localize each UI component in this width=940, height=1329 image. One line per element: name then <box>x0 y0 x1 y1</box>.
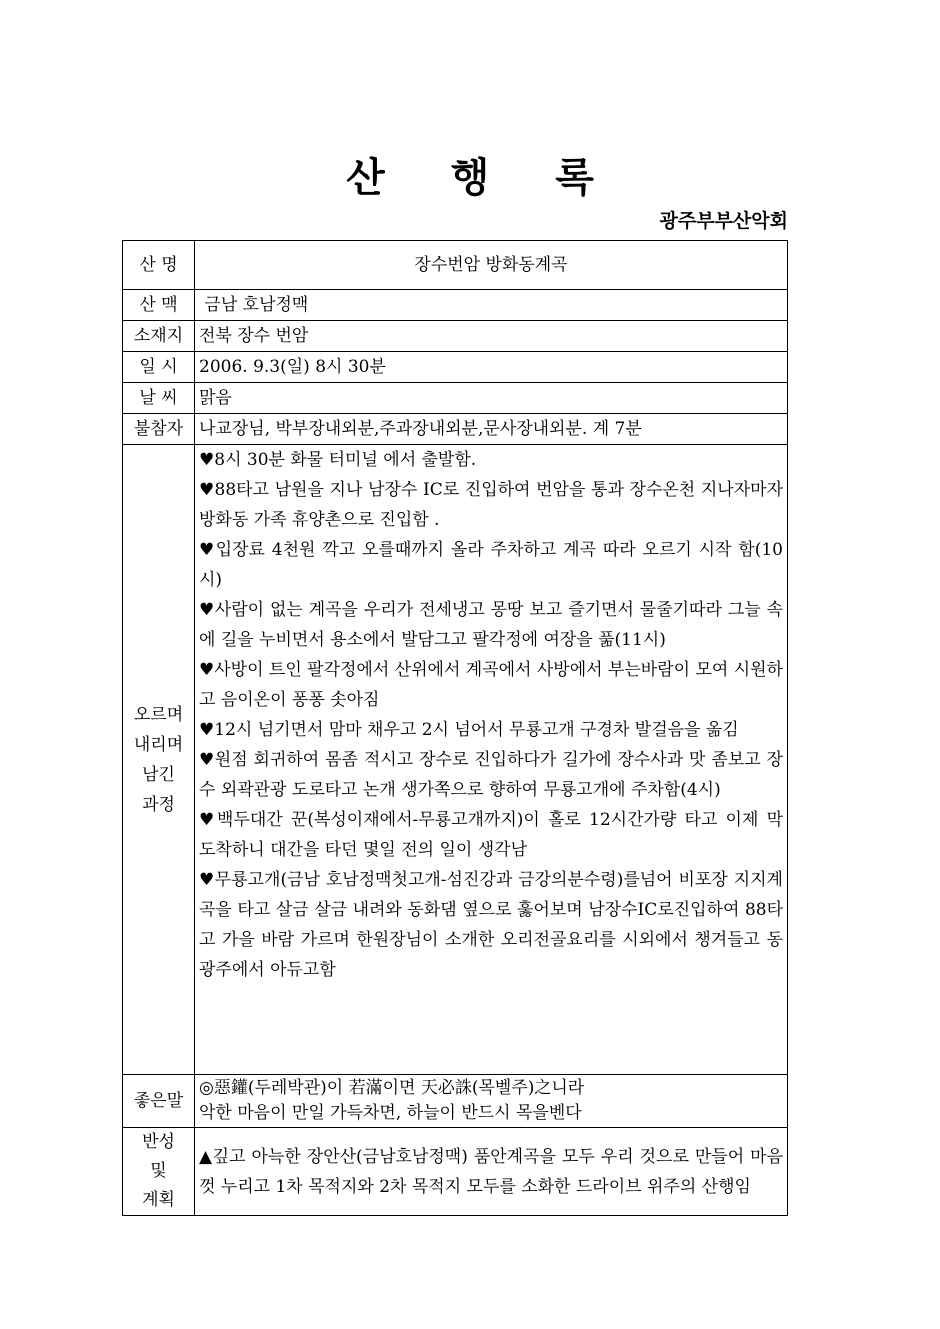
saying-value <box>195 1075 788 1128</box>
saying-line: 악한 마음이 만일 가득차면, 하늘이 반드시 목을벤다 <box>199 1103 582 1123</box>
process-entry-text: 백두대간 꾼(복성이재에서-무룡고개까지)이 홀로 12시간가량 타고 이제 막 도착하니 대간을 타던 몇일 전의 일이 생각남 <box>199 810 783 860</box>
weather-value: 맑음 <box>195 383 788 414</box>
reflection-label <box>123 1128 195 1216</box>
process-entry-text: 무룡고개(금남 호남정맥첫고개-섬진강과 금강의분수령)를넘어 비포장 지지계곡을 타고 살금 살금 내려와 동화댐 옆으로 훓어보며 남장수IC로진입하여 88타고 가을 바람 가르며 한원장님이 소개한 오리전골요리를 시외에서 챙겨들고 동광주에서 아듀고함 <box>199 870 783 980</box>
heart-icon: ♥ <box>199 750 215 770</box>
saying-label: 좋은말 <box>123 1075 195 1128</box>
process-label-line: 내리며 <box>133 734 184 755</box>
heart-icon: ♥ <box>199 450 215 470</box>
row-process <box>123 445 788 1075</box>
absentees-value: 나교장님, 박부장내외분,주과장내외분,문사장내외분. 계 7분 <box>195 414 788 445</box>
row-datetime <box>123 352 788 383</box>
row-weather <box>123 383 788 414</box>
row-absentees <box>123 414 788 445</box>
row-mountain <box>123 241 788 290</box>
process-label <box>123 445 195 1075</box>
process-entry <box>199 655 783 715</box>
reflection-label-line: 계획 <box>142 1190 175 1210</box>
organization-name: 광주부부산악회 <box>659 210 788 232</box>
process-entry-text: 88타고 남원을 지나 남장수 IC로 진입하여 번암을 통과 장수온천 지나자마자 방화동 가족 휴양촌으로 진입함 . <box>199 480 783 530</box>
page-title: 산 행 록 <box>346 154 620 201</box>
location-label: 소재지 <box>123 321 195 352</box>
reflection-label-line: 반성 <box>142 1132 175 1152</box>
range-value-text: 금남 호남정맥 <box>204 295 309 315</box>
heart-icon: ♥ <box>199 660 215 680</box>
process-entries <box>195 445 788 1075</box>
process-entry-text: 12시 넘기면서 맘마 채우고 2시 넘어서 무룡고개 구경차 발걸음을 옮김 <box>214 720 739 740</box>
process-entry <box>199 805 783 865</box>
process-label-line: 오르며 <box>133 704 184 725</box>
process-entry-text: 원점 회귀하여 몸좀 적시고 장수로 진입하다가 길가에 장수사과 맛 좀보고 장수 외곽관광 도로타고 논개 생가쪽으로 향하여 무룡고개에 주차함(4시) <box>199 750 783 800</box>
process-entry <box>199 715 783 745</box>
range-label: 산 맥 <box>123 290 195 321</box>
process-entry <box>199 445 783 475</box>
datetime-value: 2006. 9.3(일) 8시 30분 <box>195 352 788 383</box>
absentees-label: 불참자 <box>123 414 195 445</box>
weather-label: 날 씨 <box>123 383 195 414</box>
hiking-log-table <box>122 240 788 1216</box>
row-location <box>123 321 788 352</box>
reflection-label-line: 및 <box>150 1161 167 1181</box>
mountain-label: 산 명 <box>123 241 195 290</box>
process-entry-text: 8시 30분 화물 터미널 에서 출발함. <box>214 450 477 470</box>
process-entry-text: 입장료 4천원 깍고 오를때까지 올라 주차하고 계곡 따라 오르기 시작 함(10시) <box>199 540 783 590</box>
process-entry-text: 사람이 없는 계곡을 우리가 전세냉고 몽땅 보고 즐기면서 물줄기따라 그늘 속에 길을 누비면서 용소에서 발담그고 팔각정에 여장을 풂(11시) <box>199 600 783 650</box>
process-entry <box>199 595 783 655</box>
datetime-label: 일 시 <box>123 352 195 383</box>
row-saying <box>123 1075 788 1128</box>
row-reflection <box>123 1128 788 1216</box>
process-label-line: 과정 <box>142 794 175 815</box>
process-label-line: 남긴 <box>142 764 175 785</box>
heart-icon: ♥ <box>199 720 215 740</box>
location-value: 전북 장수 번암 <box>195 321 788 352</box>
range-value <box>195 290 788 321</box>
heart-icon: ♥ <box>199 480 215 500</box>
heart-icon: ♥ <box>199 600 215 620</box>
process-entry <box>199 475 783 535</box>
process-entry <box>199 745 783 805</box>
heart-icon: ♥ <box>199 540 216 560</box>
saying-line: ◎惡鑵(두레박관)이 若滿이면 天必誅(목벨주)之니라 <box>199 1078 585 1098</box>
heart-icon: ♥ <box>199 810 218 830</box>
process-entry-text: 사방이 트인 팔각정에서 산위에서 계곡에서 사방에서 부는바람이 모여 시원하고 음이온이 퐁퐁 솟아짐 <box>199 660 783 710</box>
row-range <box>123 290 788 321</box>
reflection-value: ▲깊고 아늑한 장안산(금남호남정맥) 품안계곡을 모두 우리 것으로 만들어 마음껏 누리고 1차 목적지와 2차 목적지 모두를 소화한 드라이브 위주의 산행임 <box>195 1128 788 1216</box>
process-entry <box>199 865 783 985</box>
process-entry <box>199 535 783 595</box>
heart-icon: ♥ <box>199 870 215 890</box>
mountain-value: 장수번암 방화동계곡 <box>195 241 788 290</box>
